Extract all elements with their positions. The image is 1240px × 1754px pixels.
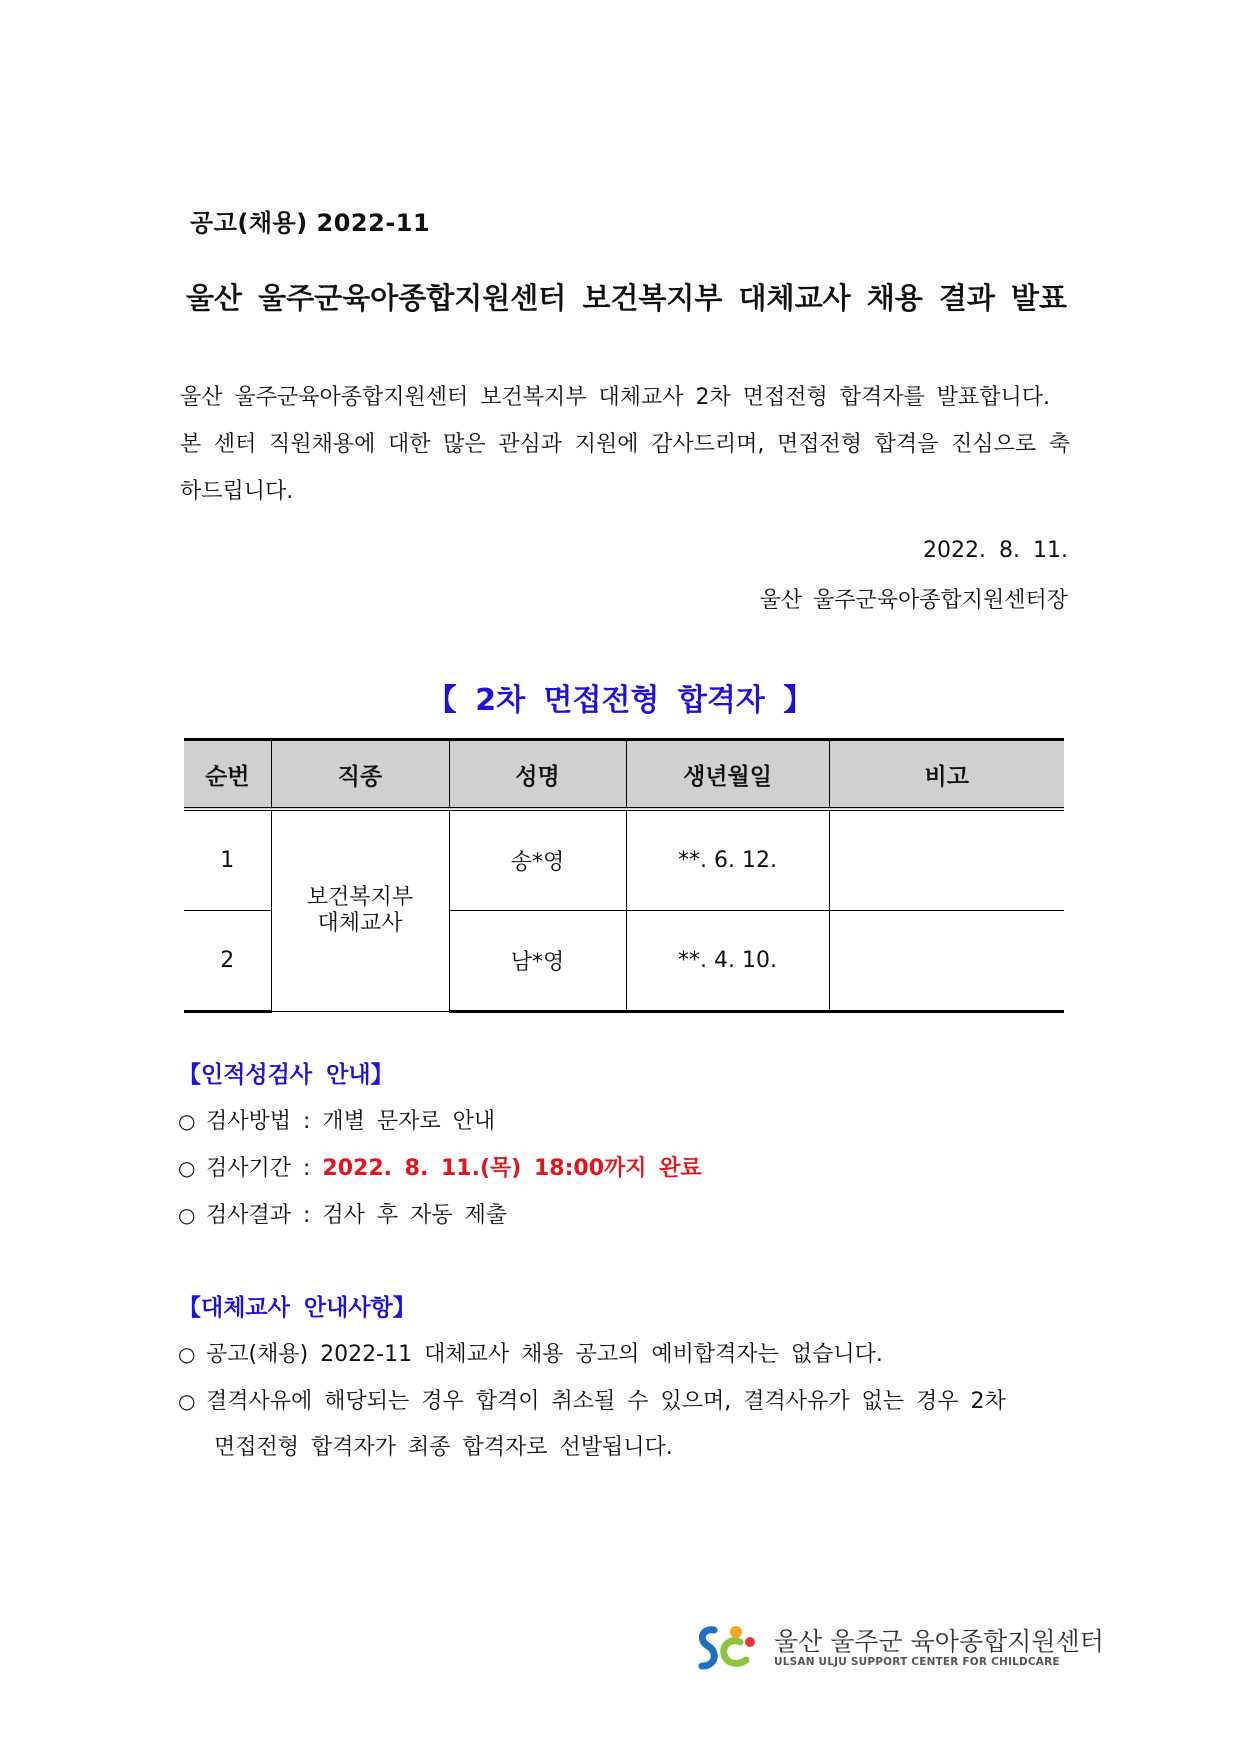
intro-line-1: 울산 울주군육아종합지원센터 보건복지부 대체교사 2차 면접전형 합격자를 발표합니다. bbox=[180, 385, 1051, 410]
list-item bbox=[178, 1145, 1078, 1192]
issuer-name: 울산 울주군육아종합지원센터장 bbox=[759, 588, 1068, 613]
header-name: 성명 bbox=[449, 740, 626, 810]
job-line-1: 보건복지부 bbox=[306, 885, 414, 910]
list-item bbox=[178, 1378, 1078, 1425]
notice-number: 공고(채용) 2022-11 bbox=[190, 209, 431, 237]
intro-line-2: 본 센터 직원채용에 대한 많은 관심과 지원에 감사드리며, 면접전형 합격을 진심으로 축하드립니다. bbox=[180, 432, 1070, 504]
list-item bbox=[178, 1425, 1078, 1471]
document-title: 울산 울주군육아종합지원센터 보건복지부 대체교사 채용 결과 발표 bbox=[186, 281, 1067, 315]
circle-bullet-icon: ○ bbox=[178, 1389, 196, 1413]
org-name-en: ULSAN ULJU SUPPORT CENTER FOR CHILDCARE bbox=[774, 1656, 1060, 1668]
personality-test-heading: 【인적성검사 안내】 bbox=[178, 1062, 394, 1088]
header-job: 직종 bbox=[271, 740, 449, 810]
table-header-row bbox=[184, 740, 1064, 810]
org-name: 울산 울주군 육아종합지원센터 bbox=[774, 1627, 1104, 1656]
note-item-2-line-1: 결격사유에 해당되는 경우 합격이 취소될 수 있으며, 결격사유가 없는 경우 2차 bbox=[206, 1389, 1006, 1414]
row-name: 송*영 bbox=[449, 809, 626, 911]
personality-test-list bbox=[178, 1098, 1078, 1239]
list-item bbox=[178, 1098, 1078, 1145]
method-value: 개별 문자로 안내 bbox=[322, 1109, 496, 1134]
header-no: 순번 bbox=[184, 740, 271, 810]
circle-bullet-icon: ○ bbox=[178, 1342, 196, 1366]
result-label: 검사결과 : bbox=[206, 1203, 323, 1228]
row-birth: **. 4. 10. bbox=[626, 911, 829, 1012]
circle-bullet-icon: ○ bbox=[178, 1203, 196, 1227]
row-birth: **. 6. 12. bbox=[626, 809, 829, 911]
list-item bbox=[178, 1331, 1078, 1378]
circle-bullet-icon: ○ bbox=[178, 1109, 196, 1133]
table-row bbox=[184, 809, 1064, 911]
substitute-notes-heading: 【대체교사 안내사항】 bbox=[178, 1295, 416, 1321]
result-table bbox=[184, 738, 1064, 1013]
result-value: 검사 후 자동 제출 bbox=[322, 1203, 508, 1228]
job-cell bbox=[271, 809, 449, 1012]
center-logo-icon bbox=[692, 1620, 760, 1674]
job-line-2: 대체교사 bbox=[317, 911, 403, 936]
note-item-1: 공고(채용) 2022-11 대체교사 채용 공고의 예비합격자는 없습니다. bbox=[206, 1342, 883, 1367]
row-note bbox=[829, 809, 1064, 911]
list-item bbox=[178, 1192, 1078, 1239]
period-label: 검사기간 : bbox=[206, 1156, 323, 1181]
footer-logo bbox=[692, 1620, 1104, 1674]
period-value: 2022. 8. 11.(목) 18:00까지 완료 bbox=[322, 1156, 702, 1181]
header-note: 비고 bbox=[829, 740, 1064, 810]
row-note bbox=[829, 911, 1064, 1012]
method-label: 검사방법 : bbox=[206, 1109, 323, 1134]
row-no: 2 bbox=[184, 911, 271, 1012]
circle-bullet-icon: ○ bbox=[178, 1156, 196, 1180]
header-birth: 생년월일 bbox=[626, 740, 829, 810]
note-item-2-line-2: 면접전형 합격자가 최종 합격자로 선발됩니다. bbox=[214, 1435, 673, 1460]
substitute-notes-list bbox=[178, 1331, 1078, 1471]
row-name: 남*영 bbox=[449, 911, 626, 1012]
result-heading: 【 2차 면접전형 합격자 】 bbox=[426, 683, 814, 718]
row-no: 1 bbox=[184, 809, 271, 911]
intro-paragraph bbox=[180, 374, 1070, 515]
issue-date: 2022. 8. 11. bbox=[923, 538, 1068, 563]
